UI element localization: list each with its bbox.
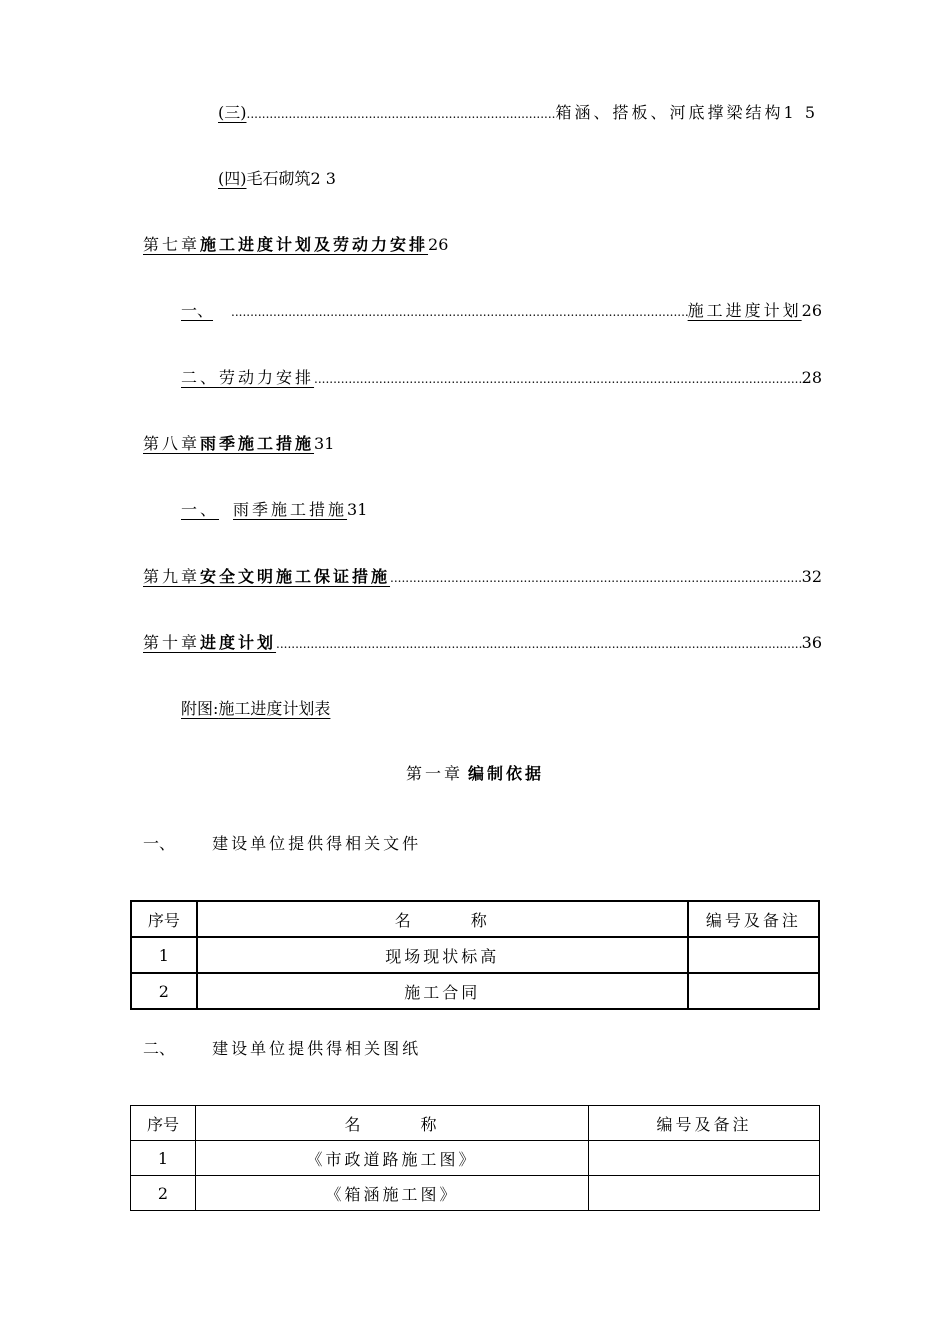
toc-entry-title: 箱涵、搭板、河底撑梁结构 — [555, 103, 784, 122]
table-cell — [688, 937, 819, 973]
toc-leader — [231, 300, 688, 324]
toc-entry[interactable] — [181, 299, 822, 323]
toc-entry-prefix: 一、 — [181, 500, 220, 519]
toc-entry-title: 施工进度计划表 — [218, 699, 331, 718]
section-title: 建设单位提供得相关文件 — [212, 834, 422, 853]
table-cell — [688, 973, 819, 1009]
toc-entry-prefix: (三) — [218, 103, 247, 122]
toc-entry-page: 31 — [314, 434, 335, 453]
table-header-row — [131, 1106, 820, 1141]
table-cell: 2 — [131, 973, 197, 1009]
section-number: 一、 — [143, 834, 176, 853]
toc-entry-page: 26 — [428, 235, 449, 254]
chapter-heading — [0, 762, 950, 786]
toc-entry-title: 安全文明施工保证措施 — [200, 567, 391, 586]
toc-entry-page: 32 — [801, 567, 822, 586]
table-cell: 《市政道路施工图》 — [196, 1141, 589, 1176]
table-row — [131, 1176, 820, 1211]
table-header-row — [131, 901, 819, 937]
toc-entry-title: 毛石砌筑 — [246, 169, 311, 188]
section-heading — [143, 832, 421, 856]
toc-entry-page: 31 — [347, 500, 368, 519]
toc-entry[interactable] — [181, 498, 367, 522]
toc-entry[interactable] — [218, 101, 818, 125]
toc-entry-prefix: (四) — [218, 169, 247, 188]
toc-entry-prefix: 一、 — [181, 301, 214, 320]
toc-entry-title: 施工进度计划及劳动力安排 — [200, 235, 429, 254]
toc-leader — [314, 367, 802, 391]
table-row — [131, 937, 819, 973]
toc-entry-prefix: 第七章 — [143, 235, 201, 254]
table-cell: 1 — [131, 1141, 196, 1176]
toc-entry-page: 26 — [801, 301, 822, 320]
toc-entry-page: 28 — [801, 368, 822, 387]
table-row — [131, 1141, 820, 1176]
section-title: 建设单位提供得相关图纸 — [212, 1039, 422, 1058]
toc-entry-prefix: 二、 — [181, 368, 220, 387]
table-header-cell: 序号 — [131, 1106, 196, 1141]
toc-entry-title: 进度计划 — [200, 633, 277, 652]
toc-entry-title: 雨季施工措施 — [200, 434, 315, 453]
toc-entry-title: 施工进度计划 — [687, 301, 802, 320]
table-cell — [589, 1176, 820, 1211]
drawings-table — [130, 1105, 820, 1211]
table-cell — [589, 1141, 820, 1176]
toc-entry-title: 劳动力安排 — [219, 368, 315, 387]
toc-entry-prefix: 第十章 — [143, 633, 201, 652]
chapter-label: 第一章 — [405, 764, 463, 783]
table-header-cell: 名 称 — [196, 1106, 589, 1141]
chapter-title: 编制依据 — [468, 764, 545, 783]
table-cell: 现场现状标高 — [197, 937, 688, 973]
table-header-cell: 序号 — [131, 901, 197, 937]
table-header-cell: 名 称 — [197, 901, 688, 937]
toc-entry[interactable] — [218, 167, 336, 191]
toc-entry[interactable] — [181, 697, 330, 721]
table-row — [131, 973, 819, 1009]
table-header-cell: 编号及备注 — [589, 1106, 820, 1141]
toc-leader — [276, 632, 802, 656]
toc-entry[interactable] — [181, 366, 822, 390]
toc-entry-page: 36 — [801, 633, 822, 652]
toc-entry-prefix: 第八章 — [143, 434, 201, 453]
section-heading — [143, 1037, 421, 1061]
toc-entry[interactable] — [143, 432, 334, 456]
toc-leader — [247, 102, 556, 126]
toc-entry-page: 1 5 — [783, 103, 818, 122]
toc-entry-title: 雨季施工措施 — [233, 500, 348, 519]
table-cell: 施工合同 — [197, 973, 688, 1009]
table-cell: 1 — [131, 937, 197, 973]
table-cell: 《箱涵施工图》 — [196, 1176, 589, 1211]
documents-table — [130, 900, 820, 1010]
toc-entry-prefix: 附图: — [181, 699, 219, 718]
section-number: 二、 — [143, 1039, 176, 1058]
table-cell: 2 — [131, 1176, 196, 1211]
toc-entry[interactable] — [143, 565, 822, 589]
table-header-cell: 编号及备注 — [688, 901, 819, 937]
toc-entry-prefix: 第九章 — [143, 567, 201, 586]
toc-entry-page: 2 3 — [310, 169, 336, 188]
toc-entry[interactable] — [143, 233, 448, 257]
toc-entry[interactable] — [143, 631, 822, 655]
toc-leader — [390, 566, 802, 590]
